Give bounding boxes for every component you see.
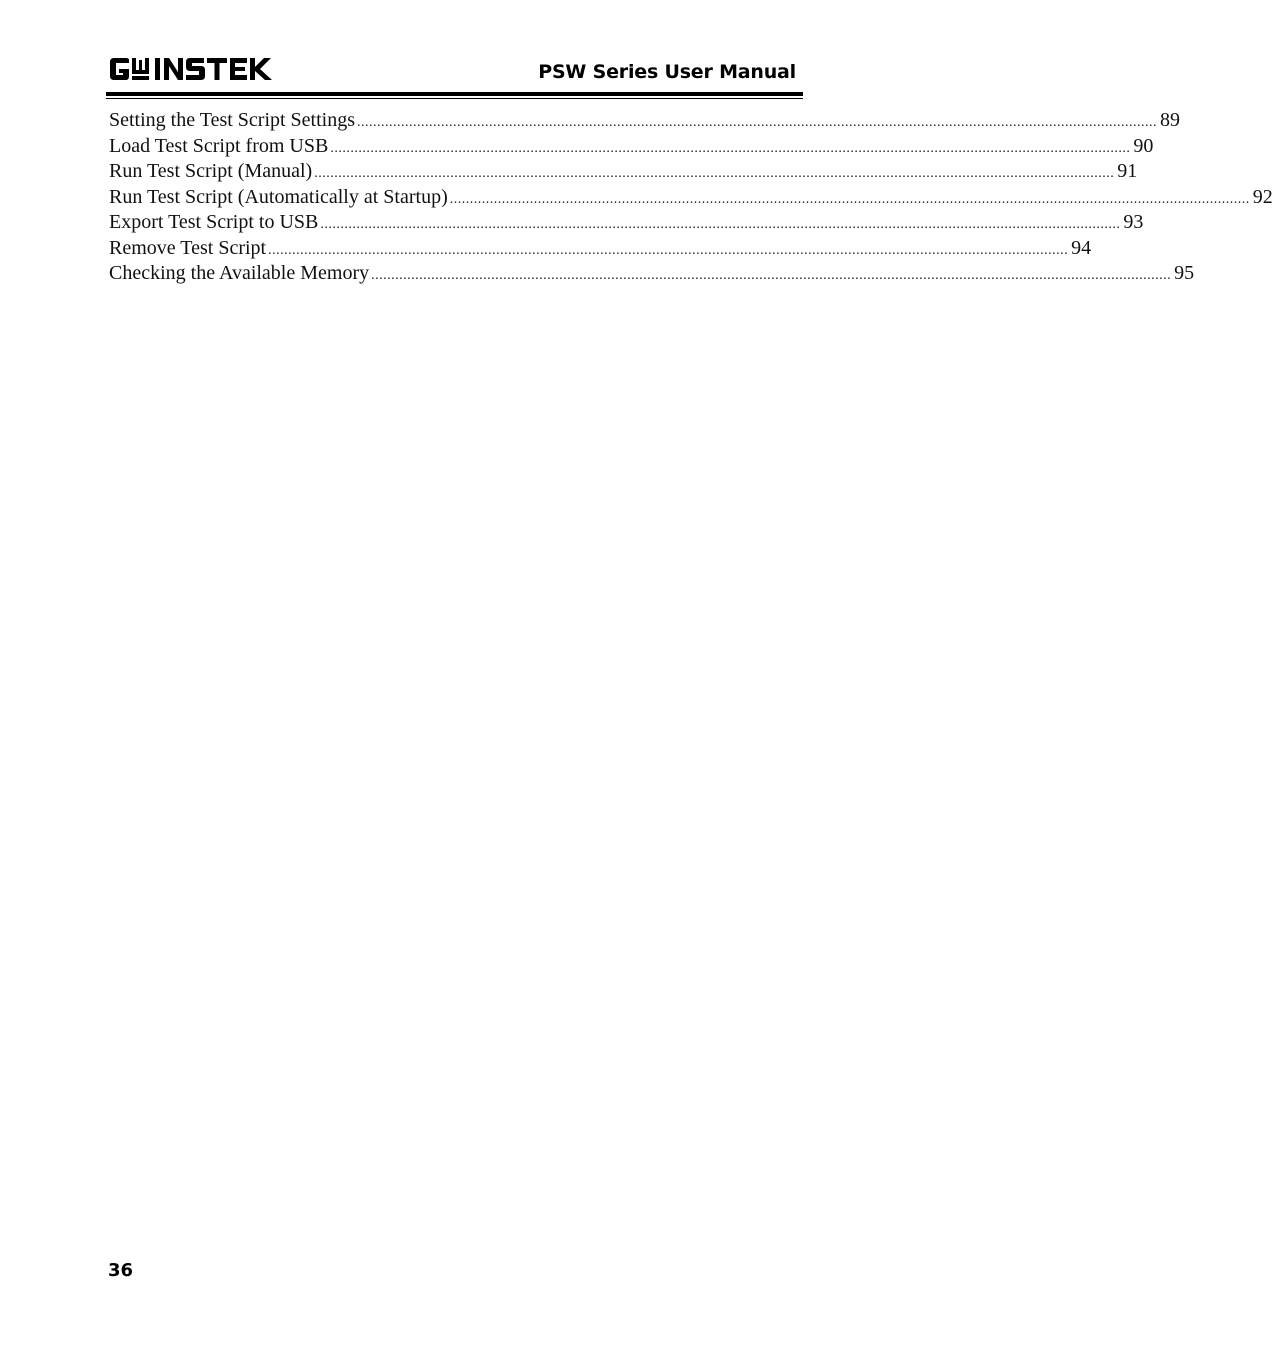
toc-dot-leader: ........................................................................................................................................................................................................ xyxy=(330,140,1131,156)
toc-entry-page: 90 xyxy=(1133,134,1154,157)
toc-entry-title: Run Test Script (Automatically at Startup) xyxy=(109,185,448,208)
toc-entry-page: 92 xyxy=(1252,185,1273,208)
toc-entry-title: Export Test Script to USB xyxy=(109,211,319,233)
table-of-contents xyxy=(109,108,1273,287)
toc-entry[interactable] xyxy=(109,210,1144,236)
header-rule-thick xyxy=(106,92,803,96)
toc-entry[interactable] xyxy=(109,134,1154,160)
toc-entry[interactable] xyxy=(109,236,1092,262)
toc-dot-leader: ........................................................................................................................................................................................................ xyxy=(268,242,1069,258)
toc-entry-page: 94 xyxy=(1071,236,1092,259)
toc-dot-leader: ........................................................................................................................................................................................................ xyxy=(320,217,1121,232)
toc-entry[interactable] xyxy=(109,185,1273,211)
toc-dot-leader: ........................................................................................................................................................................................................ xyxy=(371,268,1172,283)
toc-entry[interactable] xyxy=(109,108,1181,134)
toc-entry-page: 95 xyxy=(1174,262,1195,284)
toc-entry-page: 89 xyxy=(1160,109,1181,131)
toc-entry-title: Setting the Test Script Settings xyxy=(109,109,356,131)
header-rule-thin xyxy=(106,98,803,99)
toc-dot-leader: ........................................................................................................................................................................................................ xyxy=(314,166,1115,181)
toc-dot-leader: ........................................................................................................................................................................................................ xyxy=(357,115,1158,130)
toc-entry-title: Run Test Script (Manual) xyxy=(109,160,313,182)
toc-entry[interactable] xyxy=(109,261,1195,287)
toc-entry-page: 93 xyxy=(1123,211,1144,233)
toc-entry[interactable] xyxy=(109,159,1138,185)
page-number: 36 xyxy=(108,1260,134,1281)
manual-title: PSW Series User Manual xyxy=(538,61,796,83)
toc-dot-leader: ........................................................................................................................................................................................................ xyxy=(449,191,1250,207)
gw-instek-logo xyxy=(108,54,278,84)
toc-entry-title: Load Test Script from USB xyxy=(109,134,329,157)
toc-entry-title: Checking the Available Memory xyxy=(109,262,370,284)
toc-entry-page: 91 xyxy=(1117,160,1138,182)
toc-entry-title: Remove Test Script xyxy=(109,236,267,259)
